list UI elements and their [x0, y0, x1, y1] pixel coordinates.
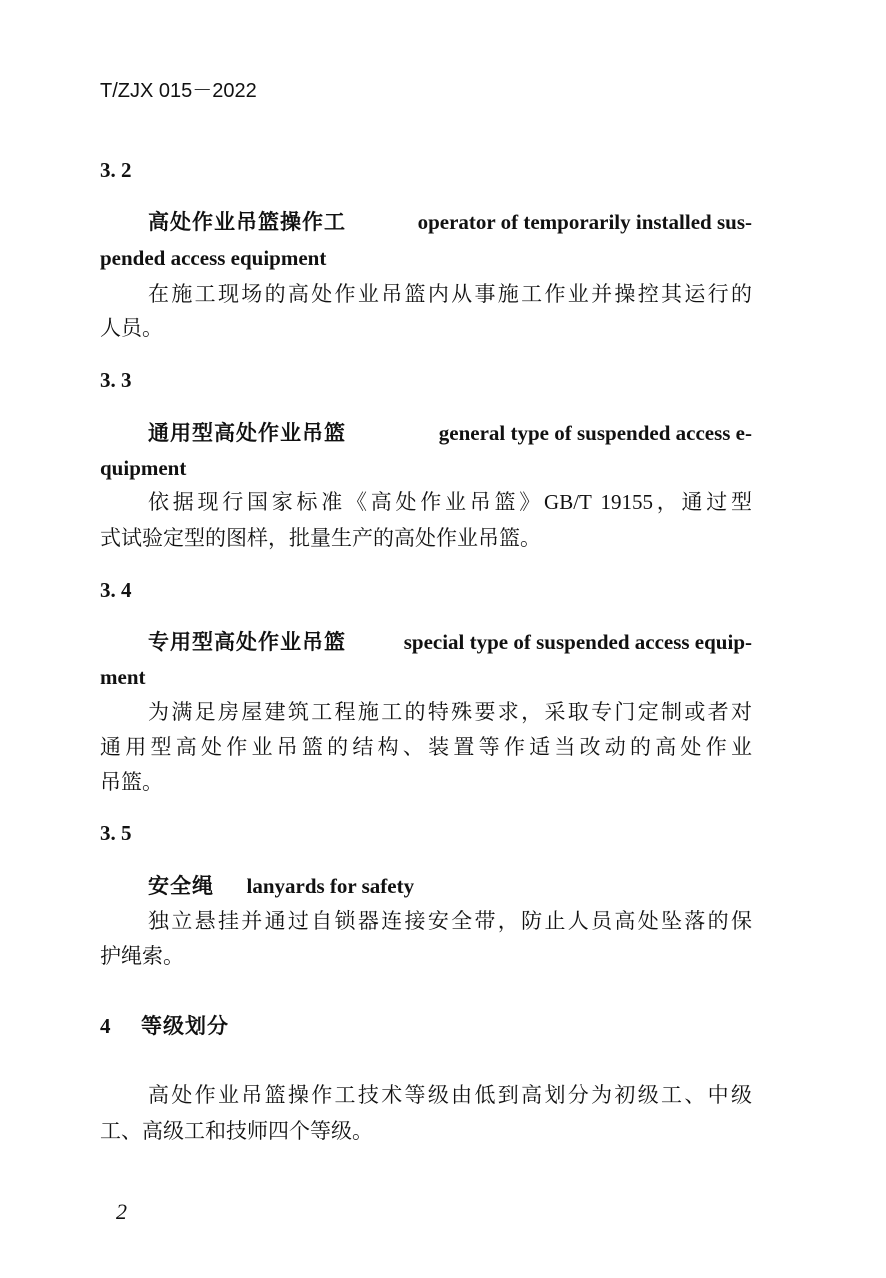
term-en: special type of suspended access equip- — [403, 630, 752, 654]
page-number: 2 — [116, 1199, 127, 1224]
definition-line: 吊篮。 — [100, 770, 163, 794]
section-number: 3. 5 — [100, 821, 132, 845]
definition-line: 护绳索。 — [100, 944, 184, 968]
term-en: operator of temporarily installed sus- — [417, 210, 752, 234]
term-en: lanyards for safety — [246, 874, 415, 898]
chapter-heading — [100, 1013, 229, 1039]
term-zh: 安全绳 — [148, 874, 214, 898]
term-zh: 专用型高处作业吊篮 — [148, 630, 346, 654]
term-line — [148, 629, 752, 655]
term-line — [148, 873, 414, 899]
term-en-continued: quipment — [100, 456, 187, 480]
standard-header: T/ZJX 015－2022 — [100, 80, 257, 102]
definition-line: 人员。 — [100, 316, 163, 340]
definition-line: 依据现行国家标准《高处作业吊篮》GB/T 19155，通过型 — [148, 490, 752, 514]
chapter-number: 4 — [100, 1014, 111, 1038]
term-zh: 通用型高处作业吊篮 — [148, 421, 346, 445]
definition-line: 独立悬挂并通过自锁器连接安全带，防止人员高处坠落的保 — [148, 909, 752, 933]
body-line: 高处作业吊篮操作工技术等级由低到高划分为初级工、中级 — [148, 1083, 752, 1107]
term-line — [148, 209, 752, 235]
term-zh: 高处作业吊篮操作工 — [148, 210, 346, 234]
term-en: general type of suspended access e- — [438, 421, 752, 445]
section-number: 3. 4 — [100, 578, 132, 602]
definition-line: 式试验定型的图样，批量生产的高处作业吊篮。 — [100, 526, 541, 550]
definition-line: 在施工现场的高处作业吊篮内从事施工作业并操控其运行的 — [148, 282, 752, 306]
section-number: 3. 2 — [100, 158, 132, 182]
chapter-title: 等级划分 — [141, 1014, 229, 1038]
term-line — [148, 420, 752, 446]
term-en-continued: pended access equipment — [100, 246, 327, 270]
section-number: 3. 3 — [100, 368, 132, 392]
definition-line: 通用型高处作业吊篮的结构、装置等作适当改动的高处作业 — [100, 735, 752, 759]
term-en-continued: ment — [100, 665, 146, 689]
definition-line: 为满足房屋建筑工程施工的特殊要求，采取专门定制或者对 — [148, 700, 752, 724]
body-line: 工、高级工和技师四个等级。 — [100, 1119, 373, 1143]
